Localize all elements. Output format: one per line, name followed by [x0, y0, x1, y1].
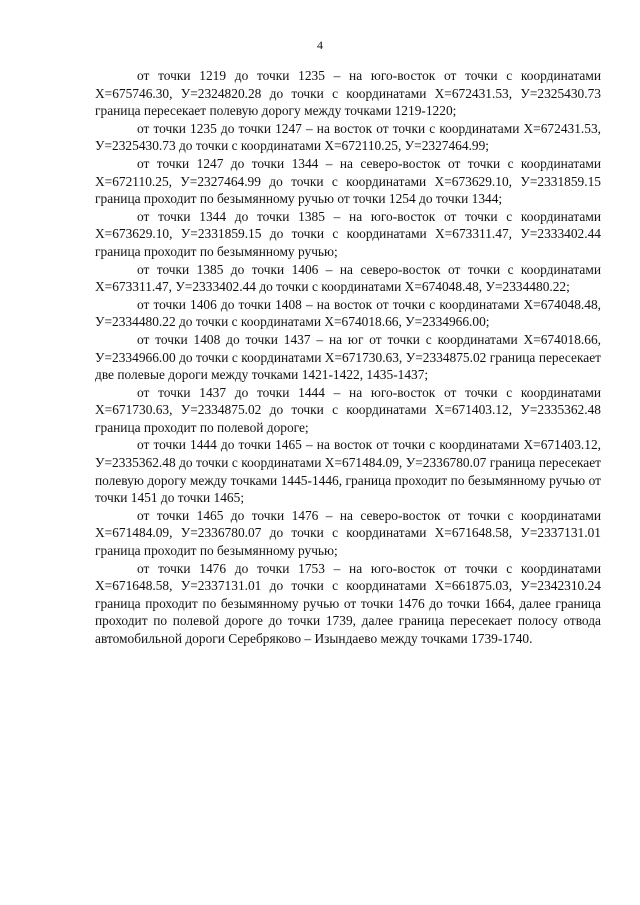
boundary-paragraph: от точки 1247 до точки 1344 – на северо-восток от точки с координатами Х=672110.25, У=2327464.99 до точки с координатами Х=673629.10, У=2331859.15 граница проходит по безымянному ручью от точки 1254 до точки 1344;	[95, 155, 601, 207]
boundary-paragraph: от точки 1235 до точки 1247 – на восток от точки с координатами Х=672431.53, У=2325430.73 до точки с координатами Х=672110.25, У=2327464.99;	[95, 120, 601, 154]
boundary-paragraph: от точки 1219 до точки 1235 – на юго-восток от точки с координатами Х=675746.30, У=2324820.28 до точки с координатами Х=672431.53, У=2325430.73 граница пересекает полевую дорогу между точками 1219-1220;	[95, 68, 601, 119]
page-number: 4	[317, 38, 323, 52]
boundary-paragraph: от точки 1408 до точки 1437 – на юг от точки с координатами Х=674018.66, У=2334966.00 до точки с координатами Х=671730.63, У=2334875.02 граница пересекает две полевые дороги между точками 1421-1422, 1435-1437;	[95, 331, 601, 383]
boundary-paragraph: от точки 1344 до точки 1385 – на юго-восток от точки с координатами Х=673629.10, У=2331859.15 до точки с координатами Х=673311.47, У=2333402.44 граница проходит по безымянному ручью;	[95, 208, 601, 259]
boundary-paragraph: от точки 1476 до точки 1753 – на юго-восток от точки с координатами Х=671648.58, У=2337131.01 до точки с координатами Х=661875.03, У=2342310.24 граница проходит по безымянному ручью от точки 1476 до точки 1664, далее граница проходит по полевой дороге до точки 1739, далее граница пересекает полосу отвода автомобильной дороги Серебряково – Изындаево между точками 1739-1740.	[95, 560, 601, 646]
document-body	[95, 67, 601, 648]
boundary-paragraph: от точки 1444 до точки 1465 – на восток от точки с координатами Х=671403.12, У=2335362.48 до точки с координатами Х=671484.09, У=2336780.07 граница пересекает полевую дорогу между точками 1445-1446, граница проходит по безымянному ручью от точки 1451 до точки 1465;	[95, 437, 601, 506]
boundary-paragraph: от точки 1385 до точки 1406 – на северо-восток от точки с координатами Х=673311.47, У=2333402.44 до точки с координатами Х=674048.48, У=2334480.22;	[95, 261, 601, 295]
boundary-paragraph: от точки 1465 до точки 1476 – на северо-восток от точки с координатами Х=671484.09, У=2336780.07 до точки с координатами Х=671648.58, У=2337131.01 граница проходит по безымянному ручью;	[95, 507, 601, 559]
boundary-paragraph: от точки 1437 до точки 1444 – на юго-восток от точки с координатами Х=671730.63, У=2334875.02 до точки с координатами Х=671403.12, У=2335362.48 граница проходит по полевой дороге;	[95, 384, 601, 435]
boundary-paragraph: от точки 1406 до точки 1408 – на восток от точки с координатами Х=674048.48, У=2334480.22 до точки с координатами Х=674018.66, У=2334966.00;	[95, 296, 601, 330]
